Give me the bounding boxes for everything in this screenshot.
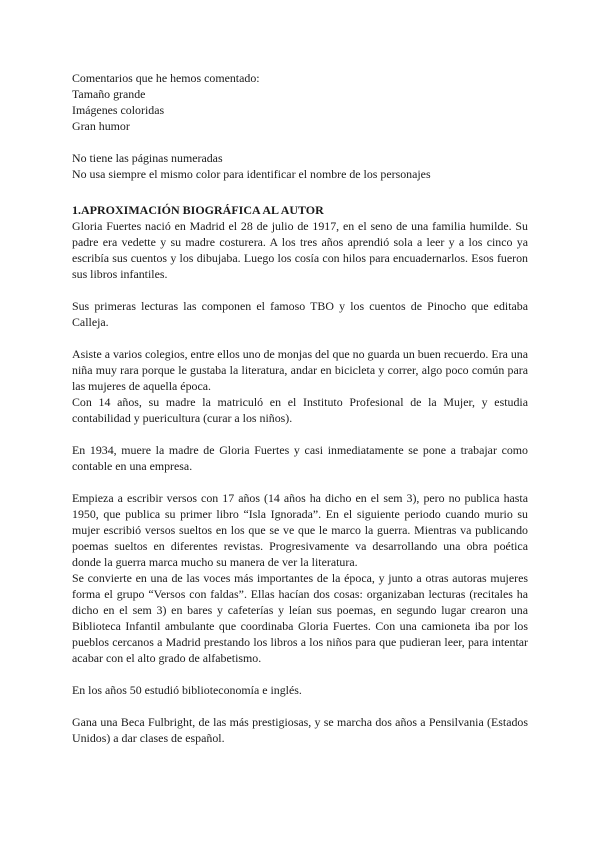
note-line: No usa siempre el mismo color para identificar el nombre de los personajes: [72, 167, 431, 181]
spacer: [72, 282, 528, 298]
note-line: Imágenes coloridas: [72, 103, 165, 117]
paragraph: Empieza a escribir versos con 17 años (14 años ha dicho en el sem 3), pero no publica hasta 1950, que publica su primer libro “Isla Ignorada”. En el siguiente periodo cuando murio su mujer escribió versos sueltos en los que se ve que le marco la guerra. Mientras va publicando poemas sueltos en diferentes revistas. Progresivamente va desarrollando una obra poética donde la guerra marca mucho su manera de ver la literatura.: [72, 491, 528, 569]
spacer: [72, 134, 528, 150]
paragraph: En los años 50 estudió biblioteconomía e inglés.: [72, 683, 302, 697]
spacer: [72, 698, 528, 714]
paragraph: Gana una Beca Fulbright, de las más prestigiosas, y se marcha dos años a Pensilvania (Estados Unidos) a dar clases de español.: [72, 715, 528, 745]
note-line: No tiene las páginas numeradas: [72, 151, 223, 165]
paragraph: Sus primeras lecturas las componen el famoso TBO y los cuentos de Pinocho que editaba Calleja.: [72, 299, 528, 329]
document-page: [72, 70, 528, 746]
paragraph: En 1934, muere la madre de Gloria Fuertes y casi inmediatamente se pone a trabajar como contable en una empresa.: [72, 443, 528, 473]
spacer: [72, 474, 528, 490]
paragraph: Gloria Fuertes nació en Madrid el 28 de julio de 1917, en el seno de una familia humilde. Su padre era vedette y su madre costurera. A los tres años aprendió sola a leer y a los cinco ya escribía sus cuentos y los dibujaba. Luego los cosía con hilos para encuadernarlos. Esos fueron sus libros infantiles.: [72, 219, 528, 281]
paragraph: Se convierte en una de las voces más importantes de la época, y junto a otras autoras mujeres forma el grupo “Versos con faldas”. Ellas hacían dos cosas: organizaban lecturas (recitales ha dicho en el sem 3) en bares y cafeterías y leían sus poemas, en segundo lugar crearon una Biblioteca Infantil ambulante que coordinaba Gloria Fuertes. Con una camioneta iba por los pueblos cercanos a Madrid prestando los libros a los niños para que pudieran leer, para intentar acabar con el alto grado de alfabetismo.: [72, 571, 528, 665]
section-heading: 1.APROXIMACIÓN BIOGRÁFICA AL AUTOR: [72, 203, 324, 217]
note-line: Tamaño grande: [72, 87, 146, 101]
note-line: Gran humor: [72, 119, 130, 133]
spacer: [72, 666, 528, 682]
spacer: [72, 182, 528, 198]
paragraph: Con 14 años, su madre la matriculó en el Instituto Profesional de la Mujer, y estudia contabilidad y puericultura (curar a los niños).: [72, 395, 528, 425]
spacer: [72, 330, 528, 346]
spacer: [72, 426, 528, 442]
paragraph: Asiste a varios colegios, entre ellos uno de monjas del que no guarda un buen recuerdo. Era una niña muy rara porque le gustaba la literatura, andar en bicicleta y correr, algo poco común para las mujeres de aquella época.: [72, 347, 528, 393]
note-line: Comentarios que he hemos comentado:: [72, 71, 260, 85]
